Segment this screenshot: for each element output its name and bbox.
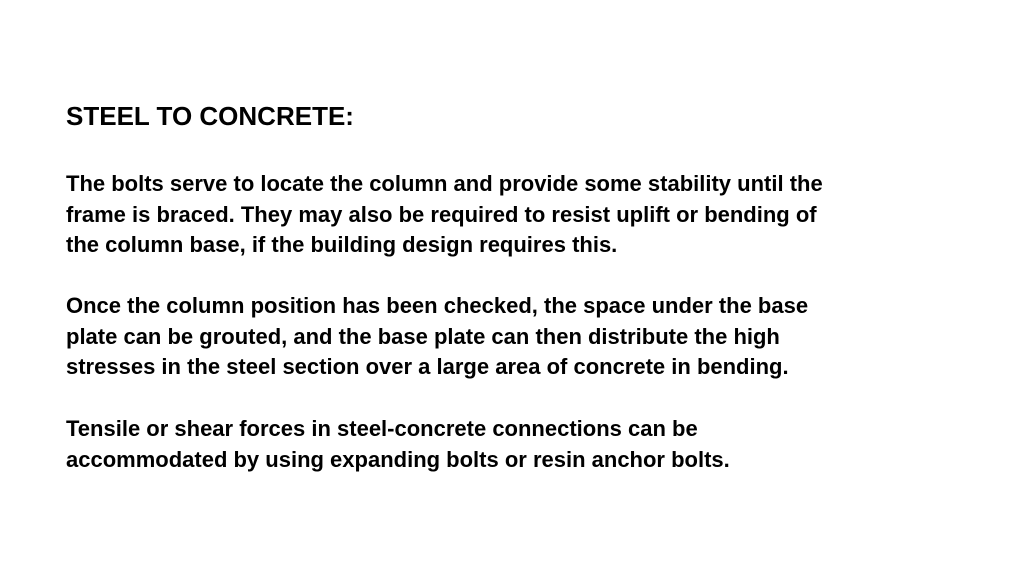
paragraph-line: frame is braced. They may also be required to resist uplift or bending of <box>66 201 817 227</box>
paragraph-line: the column base, if the building design requires this. <box>66 232 618 257</box>
paragraph-anchor-bolts <box>66 414 966 475</box>
paragraph-line: plate can be grouted, and the base plate can then distribute the high <box>66 323 780 349</box>
paragraph-line: stresses in the steel section over a large area of concrete in bending. <box>66 354 789 379</box>
paragraph-line: The bolts serve to locate the column and provide some stability until the <box>66 171 823 196</box>
slide-title: STEEL TO CONCRETE: <box>66 101 354 131</box>
paragraph-line: accommodated by using expanding bolts or resin anchor bolts. <box>66 446 730 472</box>
paragraph-line: Tensile or shear forces in steel-concrete connections can be <box>66 416 698 441</box>
paragraph-grouting <box>66 291 966 383</box>
paragraph-line: Once the column position has been checked, the space under the base <box>66 293 809 318</box>
paragraph-bolts-purpose <box>66 169 966 261</box>
